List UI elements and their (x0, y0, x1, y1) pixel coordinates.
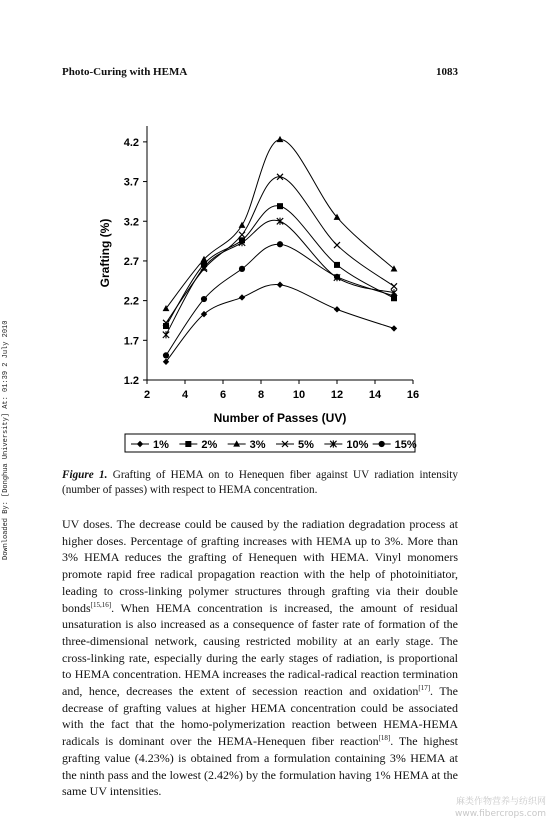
y-tick-label-6: 4.2 (123, 136, 139, 149)
citation-18: [18] (378, 734, 391, 743)
citation-17: [17] (418, 684, 431, 693)
body-text-2: . When HEMA concentration is increased, the amount of residual unsaturation is also increased as a consequence of faster rate of formation of the three-dimensional network, causing restricted mobility at an early stage. The cross-linking rate, especially during the early stages of radiation, is proportional to HEMA concentration. HEMA increases the radical-radical reaction termination and, hence, decreases the extent of secession reaction and oxidation (62, 600, 458, 699)
page-number: 1083 (436, 66, 458, 78)
figure-caption (62, 468, 458, 498)
figure-label: Figure 1. (62, 469, 108, 481)
data-point-s0-4 (334, 306, 340, 312)
legend-label-4: 10% (346, 439, 369, 451)
watermark-line-1: 麻类作物营养与纺织网 (455, 797, 546, 807)
data-point-s4-3 (277, 218, 283, 225)
data-point-s0-3 (277, 282, 283, 288)
legend-marker-0 (137, 441, 143, 447)
running-header (62, 66, 458, 78)
data-point-s5-1 (201, 296, 207, 302)
legend-label-5: 15% (394, 439, 417, 451)
legend-label-3: 5% (298, 439, 314, 451)
caption-text: Grafting of HEMA on to Henequen fiber against UV radiation intensity (number of passes) with respect to HEMA concentration. (62, 469, 458, 496)
watermark (455, 796, 546, 820)
data-point-s0-5 (391, 325, 397, 331)
legend-label-1: 2% (201, 439, 218, 451)
x-tick-label-7: 16 (406, 389, 420, 401)
data-point-s2-2 (239, 222, 246, 228)
legend-marker-5 (379, 441, 385, 447)
y-tick-label-1: 1.7 (123, 335, 139, 348)
body-text-1: UV doses. The decrease could be caused by the radiation degradation process at higher doses. Percentage of grafting increases with HEMA up to 3%. More than 3% HEMA reduces the grafting of Henequen with HEMA. Vinyl monomers promote rapid free radical propagation reaction with the help of photoinitiator, leading to cross-linking polymer structures through grafting via their double bonds (62, 517, 458, 615)
x-tick-label-5: 12 (330, 389, 344, 401)
data-point-s4-0 (163, 331, 169, 338)
data-point-s3-5 (391, 283, 397, 289)
watermark-line-2: www.fibercrops.com (455, 809, 546, 819)
data-point-s5-3 (277, 241, 283, 247)
legend-label-0: 1% (153, 439, 169, 451)
body-paragraph (62, 516, 458, 800)
data-point-s5-2 (239, 266, 245, 272)
y-tick-label-0: 1.2 (123, 375, 139, 387)
citation-15-16: [15,16] (90, 600, 112, 609)
x-tick-label-6: 14 (368, 389, 382, 401)
x-axis-label: Number of Passes (UV) (213, 411, 347, 425)
y-axis-label: Grafting (%) (98, 218, 112, 288)
data-point-s1-3 (277, 203, 283, 209)
legend-marker-1 (185, 441, 191, 447)
y-tick-label-5: 3.7 (123, 176, 139, 189)
data-point-s2-3 (277, 136, 284, 142)
y-tick-label-4: 3.2 (123, 216, 139, 229)
x-tick-label-1: 4 (181, 389, 189, 401)
y-tick-label-2: 2.2 (123, 295, 139, 308)
data-point-s1-4 (334, 262, 340, 268)
body-text-3: . The decrease of grafting values at higher HEMA concentration could be associated with the fact that the homo-polymerization reaction between HEMA-HEMA radicals is dominant over the HEMA-Henequen fiber reaction (62, 684, 458, 749)
legend-label-2: 3% (249, 439, 266, 451)
data-point-s5-5 (391, 293, 397, 299)
body-text-4: . The highest grafting value (4.23%) is obtained from a formulation containing 3% HEMA at the ninth pass and the lowest (2.42%) by the formulation having 1% HEMA at the same UV intensities. (62, 734, 458, 799)
x-tick-label-3: 8 (257, 389, 265, 401)
series-line-3 (166, 177, 394, 323)
x-tick-label-4: 10 (292, 389, 306, 401)
x-tick-label-0: 2 (143, 389, 151, 401)
series-line-5 (166, 244, 394, 355)
data-point-s0-2 (239, 294, 245, 300)
grafting-chart (95, 118, 435, 458)
y-tick-label-3: 2.7 (123, 255, 139, 268)
data-point-s1-0 (163, 323, 169, 329)
data-point-s3-2 (239, 232, 245, 238)
data-point-s5-0 (163, 352, 169, 358)
data-point-s3-4 (334, 242, 340, 248)
running-title: Photo-Curing with HEMA (62, 66, 188, 78)
download-note: Downloaded By: [Donghua University] At: 01:39 2 July 2010 (2, 320, 10, 560)
series-line-0 (166, 284, 394, 361)
x-tick-label-2: 6 (219, 389, 227, 401)
data-point-s5-4 (334, 274, 340, 280)
